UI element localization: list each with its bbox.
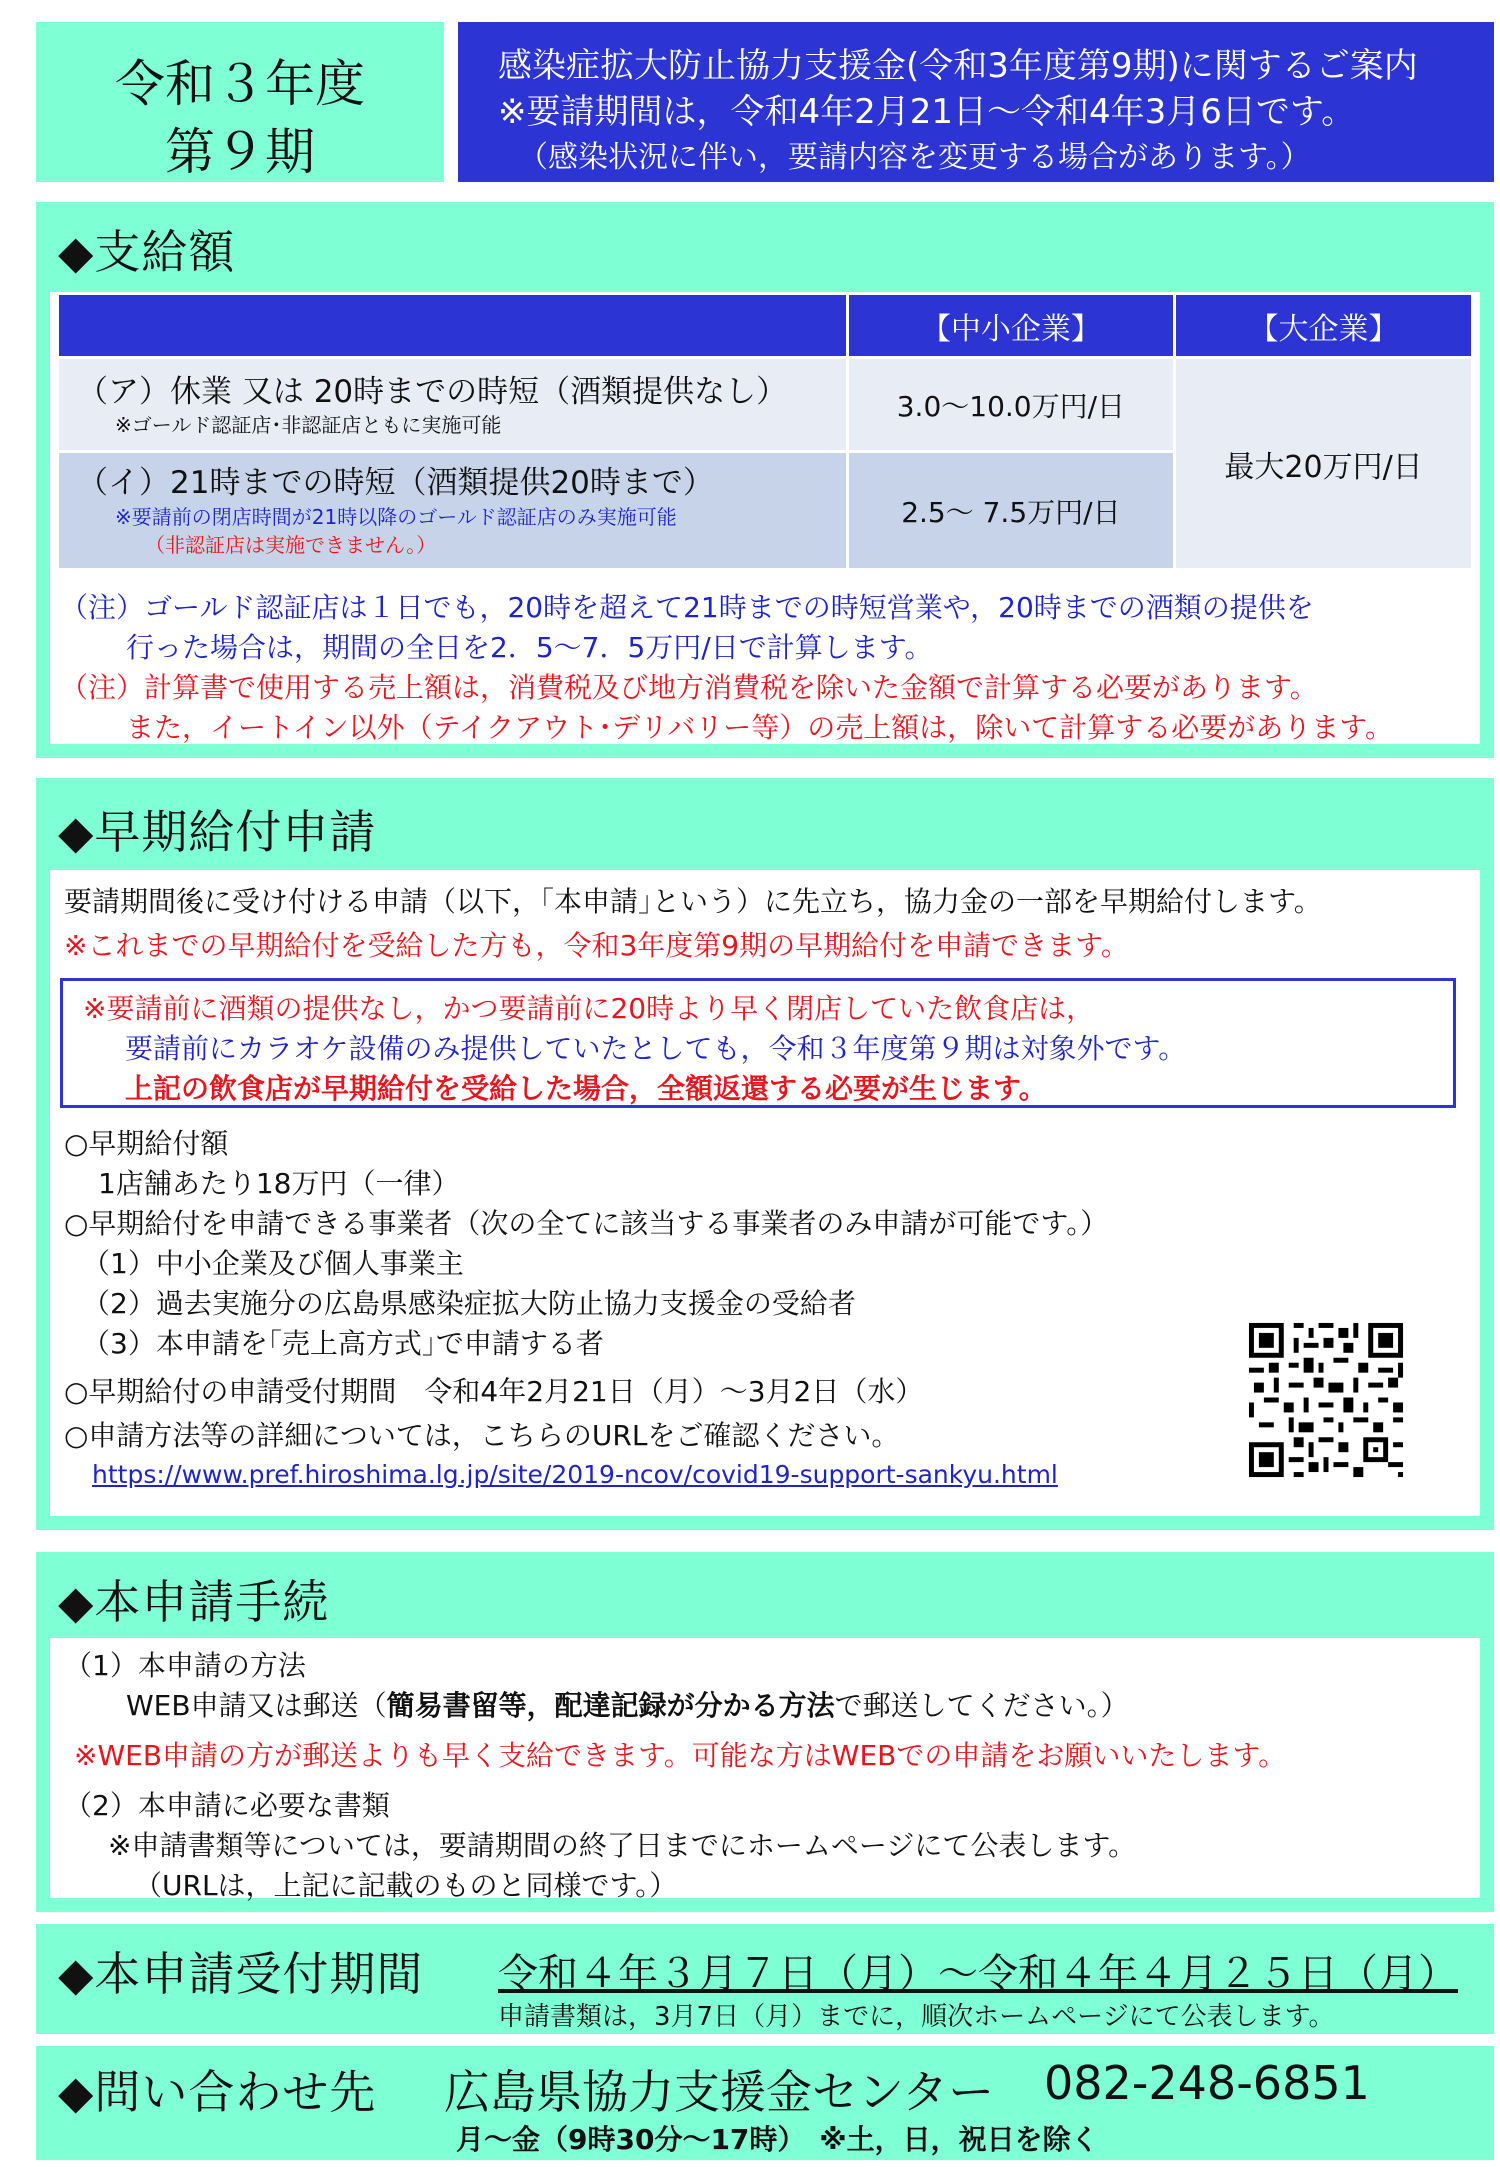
row-a-note: ※ゴールド認証店･非認証店ともに実施可能 [115,412,502,437]
contact-section [36,2046,1494,2160]
support-info-link[interactable]: https://www.pref.hiroshima.lg.jp/site/2019-ncov/covid19-support-sankyu.html [92,1460,1058,1489]
payment-title: ◆支給額 [58,225,236,279]
row-b-note: ※要請前の閉店時間が21時以降のゴールド認証店のみ実施可能 [115,504,677,529]
row-b-note-uncertified: （非認証店は実施できません。） [145,532,437,557]
web-priority-note: ※WEB申請の方が郵送よりも早く支給できます。可能な方はWEBでの申請をお願いいたします。 [74,1739,1287,1772]
eligible-item-2: （2）過去実施分の広島県感染症拡大防止協力支援金の受給者 [82,1287,856,1320]
table-header-blank [58,294,848,358]
contact-hours: 月～金（9時30分～17時） ※土，日，祝日を除く [456,2123,1099,2156]
row-a-sme-amount: 3.0～10.0万円/日 [847,358,1174,452]
early-payment-section [36,778,1494,1530]
early-repeat-note: ※これまでの早期給付を受給した方も，令和3年度第9期の早期給付を申請できます。 [64,929,1129,962]
payment-table [56,292,1474,571]
documents-note: ※申請書類等については，要請期間の終了日までにホームページにて公表します。 [108,1829,1137,1862]
early-application-period: ○早期給付の申請受付期間 令和4年2月21日（月）～3月2日（水） [64,1375,924,1408]
method-detail [126,1684,1129,1724]
reception-period-dates: 令和４年３月７日（月）～令和４年４月２５日（月） [498,1951,1458,1997]
sales-calc-note: （注）計算書で使用する売上額は，消費税及び地方消費税を除いた金額で計算する必要があります。 [60,671,1318,704]
method-heading: （1）本申請の方法 [64,1649,306,1682]
notice-banner [458,22,1494,182]
main-application-panel [50,1638,1480,1902]
main-application-title: ◆本申請手続 [58,1575,330,1629]
documents-heading: （2）本申請に必要な書類 [64,1789,390,1822]
eligible-item-1: （1）中小企業及び個人事業主 [82,1247,464,1280]
details-instruction: ○申請方法等の詳細については，こちらのURLをご確認ください。 [64,1419,900,1452]
main-application-section [36,1552,1494,1912]
qr-code-icon [1244,1318,1408,1482]
method-detail-suffix: で郵送してください。） [834,1689,1129,1722]
early-amount-value: 1店舗あたり18万円（一律） [98,1167,460,1200]
reception-period-title: ◆本申請受付期間 [58,1947,424,2001]
method-detail-prefix: WEB申請又は郵送（ [126,1689,387,1722]
fiscal-year-label: 令和３年度 [115,55,365,113]
table-row-b-label [58,452,848,570]
banner-request-period: ※要請期間は，令和4年2月21日～令和4年3月6日です。 [498,92,1356,132]
row-b-sme-amount: 2.5～ 7.5万円/日 [847,452,1174,570]
table-row-a-label [58,358,848,452]
row-b-title: （イ）21時までの時短（酒類提供20時まで） [77,464,714,501]
reception-period-note: 申請書類は，3月7日（月）までに，順次ホームページにて公表します。 [498,2002,1335,2032]
sales-calc-note-cont: また，イートイン以外（テイクアウト･デリバリー等）の売上額は，除いて計算する必要があります。 [126,711,1394,744]
gold-store-note-cont: 行った場合は，期間の全日を2．5～7．5万円/日で計算します。 [126,631,933,664]
banner-title: 感染症拡大防止協力支援金(令和3年度第9期)に関するご案内 [498,46,1418,86]
period-number-label: 第９期 [165,123,315,181]
eligible-heading: ○早期給付を申請できる事業者（次の全てに該当する事業者のみ申請が可能です。） [64,1207,1109,1240]
ineligible-warning-box [60,978,1456,1108]
row-a-title: （ア）休業 又は 20時までの時短（酒類提供なし） [77,373,788,410]
early-payment-title: ◆早期給付申請 [58,805,377,859]
reception-period-section [36,1924,1494,2034]
documents-url-note: （URLは，上記に記載のものと同様です。） [134,1869,678,1902]
payment-panel [50,292,1480,744]
table-header-large: 【大企業】 [1175,294,1473,358]
eligible-item-3: （3）本申請を｢売上高方式｣で申請する者 [82,1327,604,1360]
banner-note: （感染状況に伴い，要請内容を変更する場合があります。） [518,140,1311,175]
early-payment-panel [50,870,1480,1516]
table-header-sme: 【中小企業】 [847,294,1174,358]
contact-title: ◆問い合わせ先 [58,2065,377,2119]
gold-store-note: （注）ゴールド認証店は１日でも，20時を超えて21時までの時短営業や，20時までの酒類の提供を [60,591,1314,624]
warning-line-1: ※要請前に酒類の提供なし，かつ要請前に20時より早く閉店していた飲食店は， [83,992,1095,1025]
contact-center-name: 広島県協力支援金センター [444,2065,995,2119]
method-detail-emphasis: 簡易書留等，配達記録が分かる方法 [386,1689,835,1722]
warning-line-3: 上記の飲食店が早期給付を受給した場合，全額返還する必要が生じます。 [125,1072,1047,1105]
period-badge [36,22,444,182]
large-enterprise-amount: 最大20万円/日 [1175,358,1473,570]
early-intro: 要請期間後に受け付ける申請（以下，｢本申請｣という）に先立ち，協力金の一部を早期給付します。 [64,885,1322,918]
early-amount-heading: ○早期給付額 [64,1127,229,1160]
payment-section [36,202,1494,758]
warning-line-2: 要請前にカラオケ設備のみ提供していたとしても，令和３年度第９期は対象外です。 [125,1032,1187,1065]
contact-phone[interactable]: 082-248-6851 [1044,2056,1370,2110]
